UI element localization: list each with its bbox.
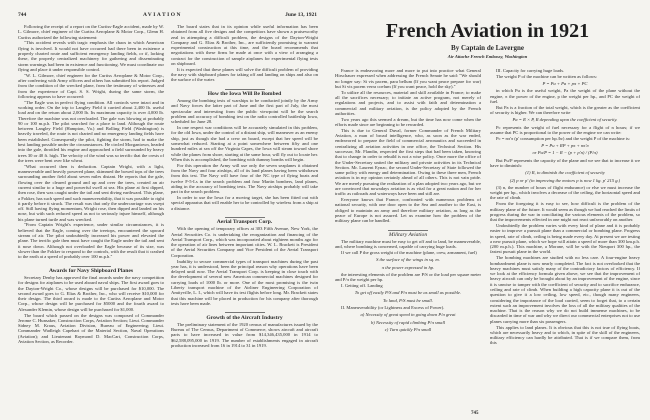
paragraph: π the power expressed in hp. <box>381 264 435 270</box>
left-column-2 <box>171 24 318 414</box>
paragraph: The board which passed on the designs was composed of Commander Jerome C. Hunsaker, Construction Corps, Aviation Section; Lieut. Commander Sidney M. Kraus, Aviation Division, Bureau of Engineering; Lieut. Commander Wadleigh Capehart of the Material Section, Naval Operations (Aviation); and Lieutenant Raymond D. MacCart, Construction Corps, Aviation Section, as Recorder. <box>18 312 164 345</box>
paragraph: I. Getting off. Landing <box>341 283 383 289</box>
page-number: 744 <box>18 12 27 18</box>
paragraph: In one respect war conditions will be accurately simulated in this problem, for the old Iowa, under the control of a distant ship, will maneuver as an enemy ship, just as though she had a crew on board, except that her speed will be somewhat reduced. Starting at a point somewhere between fifty and one hundred miles at sea off the Virginia Capes, the Iowa will steam toward shore while the planes from shore, starting at the same hour, will fly out to locate her. When this is accomplished, the bombing with dummy bombs will begin. <box>171 125 318 162</box>
paragraph: To utilize all the resources, material and skill available in France; to make all the sacrifices necessary; to initiate an active program, not merely of regulations and projects, and to assist with faith and determination a commercial and military aviation, is the policy adopted by the French authorities. <box>335 89 481 116</box>
paragraph: The military machine must be easy to get off and to land, be maneuverable, and, where bombing is concerned, capable of carrying huge loads. <box>335 239 481 250</box>
paragraph: But Pa is a fraction of the total weight, which is the greater as the coefficient of security is higher. We can therefore write <box>490 104 640 116</box>
divider <box>225 217 265 218</box>
section-heading: Military Aviation <box>388 232 428 239</box>
paragraph: III. Capacity for carrying huge loads. <box>496 68 565 73</box>
paragraph: Undoubtedly the problem varies with every kind of plane and it is probably easier to improve a pursuit plane than a commercial or bombing plane. Progress in speed, rate of climb, ceiling is being made every day. At present we are testing a new pursuit plane, which we hope will attain a speed of more than 300 km.p.h. (200 m.p.h.). This machine, a Morane, will be with the Nieuport 300 hp., the fastest pursuit plane in the world. <box>490 222 640 255</box>
paragraph: "What occurred then is deduction. Captain Wright, with a light, maneuverable and heavily powered plane, skimmed the bowed tops of the trees surrounding another field about seven miles distant. He reports that the gale, flowing over the cleared ground and up and over the trees, created an air current similar to a huge and powerful swell at sea. His plane at first dipped, then rose, then was caught under the tail and sent diving earthward. This plane, a Fokker, has such speed and such maneuverability, that it was possible to right it partly before it struck. The result was that only the undercarriage was swept off. Still having flying momentum, Wright rose, then dipped and landed on his nose, but with such reduced speed as not to seriously injure himself, although his plane turned turtle and was wrecked. <box>18 163 164 222</box>
paragraph: To land, P/S must be small. <box>383 297 433 303</box>
section-heading: Aerial Transport Corp. <box>216 219 273 226</box>
paragraph: Inability to secure commercial types of transport machines during the past year has, it is understood, been the principal reason why operations have been delayed until now. The Aerial Transport Corp. is keeping in close touch with the development of several new American commercial machines designed for carrying loads of 1000 lb. or more. One of the most promising is the twin Liberty transport machine of the Airliner Engineering Corporation of Amityville, L. I., which will have its test flights before long. Mr. Brackett states that this machine will be placed in production for his company after thorough tests have been made. <box>171 258 318 306</box>
paragraph: a) Necessity of great speed in going down P/π great <box>360 312 456 318</box>
paragraph: (1) R, to diminish the coefficient of security <box>525 170 605 176</box>
right-page <box>325 0 650 420</box>
right-column-2 <box>490 68 640 408</box>
article-title: French Aviation in 1921 <box>385 20 590 42</box>
author-affiliation: Air Attache French Embassy, Washington <box>447 54 528 59</box>
paragraph: For this operation the Army will use only the seven seaplanes it obtained from the Navy and four airships, all of its land planes having been withdrawn from this test. The Navy will have four of the NC type of flying boats and twelve F-5-Ls in the search problem and four Martin bombers, land planes, aiding in the accuracy of bombing tests. The Navy airships probably will take part in the search problem. <box>171 162 318 195</box>
page-number: 745 <box>471 411 479 416</box>
paragraph: From the foregoing it is easy to see, how difficult is the problem of the military plane of the future. It would seem as though we had reached the limits of progress during the war in conciliating the various elements of the problem, so that the improvements effected in one might not react unfavorably on another. <box>490 201 640 223</box>
paragraph: P = Pu + RP + pπ + nπ'π <box>541 143 589 149</box>
paragraph: The preliminary statement of the 1920 census of manufactures issued by the Bureau of The Census, Department of Commerce, shows aircraft and aircraft parts to have increased in value from $14,346,435,000 in 1914 to $62,588,095,000 in 1919. The number of establishments engaged in aircraft production increased from 16 in 1914 to 31 in 1919. <box>171 321 318 348</box>
divider <box>71 266 111 267</box>
paragraph: in which Pu is the useful weight, Pa the weight of the plane without the engine, π the power of the engine, p the weight per hp., and PC the weight of fuel. <box>490 88 640 104</box>
issue-date: June 13, 1921 <box>285 12 317 18</box>
paragraph: (3) n, the number of hours of flight endurance) or else we must increase the weight per hp., which involves a decrease of the ceiling, the horizontal speed and the rate of climb. <box>490 184 640 201</box>
paragraph: This applies to land planes. It is obvious that this is not true of flying boats, which are necessarily heavy and to which, in spite of the skill of the engineers, military efficiency can hardly be attributed. That is if we compare them, from this <box>490 324 640 346</box>
paragraph: Following the receipt of a report on the Curtiss-Eagle accident, made by W. L. Gilmore, chief engineer of the Curtiss Aeroplane & Motor Corp., Glenn H. Curtiss authorized the following statement: <box>18 24 164 40</box>
paragraph: The weight P of the machine can be written as follows: <box>496 73 598 79</box>
paragraph: (2) p or p' (in improving the motors p is now 1 kg. p' 215 g.) <box>509 177 621 183</box>
paragraph: "From Captain Wright's experience, under similar circumstances, it is believed that the Eagle, coming over the treetops, encountered the upward stream of air. The pilot undoubtedly increased his power and elevated the plane. The terrific gale then must have caught the Eagle under the tail and sent it nose down. Although not overloaded the Eagle because of its size, was slower than the Fokker to respond to the controls, with the result that it crashed to the earth at a speed of probably over 100 m.p.h." <box>18 222 164 260</box>
paragraph: It is expected that these planes will solve the difficult problem of providing the navy with shipboard planes for taking off and landing on ships and also on the surface of the water. <box>171 66 318 83</box>
paragraph: If we call P the gross weight of the machine (plane, crew, armament, fuel) <box>341 250 477 256</box>
paragraph: With the opening of temporary offices at 303 Fifth Avenue, New York, the Aerial Securities Co. is undertaking the reorganization and financing of the Aerial Transport Corp., which was incorporated about eighteen months ago for the operation of air lines between important cities. W. L. Brackett is President of the Aerial Securities Company and Vice President of the Aerial Transport Corporation. <box>171 226 318 258</box>
left-column-1 <box>18 24 164 414</box>
paragraph: This is due to General Duval, former Commander of French Military Aviation, a man of broad intelligence, who, as soon as the war ended, endeavored to prepare the field of commercial aeronautics and succeeded in centralizing all aviation activities in one office, the Technical Section. His successor, Mr. Flandin, respected the first steps that had been taken, knowing that to change in order to rebuild is not a wise policy. Once more the office of the Under-Secretary united the military and private activities in its Technical Section. Mr. Laurent Eynac, the second Under-Secretary of State followed the same policy with energy and determination. Owing to these three men, French aviation is in my opinion certainly ahead of all others. This is not vain pride. We are merely pursuing the realization of a plan adopted two years ago, but we are convinced that nowadays aviation is as vital for a great nation and for her traffic as railroads and waterways have been and still are. <box>335 127 481 197</box>
paragraph: The bombing machines are studied with no less care. A four-engine heavy bombardment plane is now nearly completed. The fact is not overlooked that the heavy machines must satisfy many of the contradictory factors of efficiency. If we look at the efficiency formula given above, we see that the improvement of heavy aircraft can only be brought about by an improvement of the engine, since it is unwise to tamper with the coefficient of security and to sacrifice endurance, ceiling and rate of climb. When building a high capacity plane it is out of the question to give it a low ceiling, low speed, etc., though many engineers, considering the importance of the load carried, seem to forget that, to a certain extent such an improvement involves the loss of all the military qualities of the machine. That is the reason why we do not build immense machines, to be discarded in time of war and why we direct our commercial enterprises not to use planes carrying more than six passengers. <box>490 255 640 324</box>
paragraph: "W. L. Gilmore, chief engineer for the Curtiss Aeroplane & Motor Corp., after conferring with Army officers and others has submitted his report. Judged from the condition of the wrecked plane, from the testimony of witnesses and from the experience of Capt. S. S. Wright, during the same storm, the following appears to have occurred: <box>18 72 164 99</box>
paragraph: Pc = nπ'π (p' consumption per hp./hr) and the weight P of the machine is: <box>496 135 631 141</box>
paragraph: II. Maneuverability (or Lightness and Excess of Power). <box>341 304 445 310</box>
paragraph: b) Necessity of rapid climbing P/π small <box>370 319 445 325</box>
paragraph: "This accident reveals with tragic emphasis the chaos in which American flying is involved. It would not have occurred had there been in existence a properly charted route and sufficient emergency landing fields, or if, lacking these, the properly centralized machinery for gathering and disseminating storm warnings had been in existence and functioning. We must coordinate our flying and place it under responsible control. <box>18 40 164 72</box>
paragraph: or Pu/P = 1 − R − (p + p'n) / (P/π) <box>532 150 598 156</box>
paragraph: Two years ago this seemed a dream, but the time has now come when the efforts made since are beginning to be rewarded. <box>335 116 481 127</box>
paragraph: Secretary Denby has approved the final awards under the navy competition for designs for airplanes to be used aboard naval ships. The first award goes to the Dayton-Wright Co., whose designs will be purchased for $10,000. The second award goes to G. Elias & Brother, Inc., who will receive $10,000 for their design. The third award is made to the Curtiss Aeroplane and Motor Corp., whose design will be purchased for $5000 and the fourth award to Alexander Klemin, whose design will be purchased for $1,000. <box>18 274 164 312</box>
paragraph: The board states that in its opinion while useful information has been obtained from all five designs and the competitors have shown a praiseworthy zeal in attempting a difficult problem, the designs of the Dayton-Wright Company and G. Elias & Brother, Inc., are sufficiently promising to warrant experimental construction at this time, and the board recommends that negotiations with these firms be made at once with a view of arranging a contract for the construction of sample airplanes for experimental flying tests on shipboard. <box>171 24 318 67</box>
paragraph: In order to use the Iowa for a moving target, she has been fitted out with special apparatus that will enable her to be controlled by wireless from a ship at a distance. <box>171 195 318 211</box>
paragraph: c) Turn quickly P/π small <box>384 326 432 332</box>
section-heading: How the Iowa Will Be Bombed <box>207 91 282 98</box>
divider <box>388 230 428 231</box>
article-byline: By Captain de Lavergne <box>451 44 524 52</box>
paragraph: Among the bombing tests of warships to be conducted jointly by the Army and Navy forces the latter part of June and the first part of July, the most spectacular and interesting from the public viewpoint will be the search problem and accuracy of bombing test on the radio controlled battleship Iowa, scheduled for June 28. <box>171 98 318 125</box>
paragraph: France is endeavoring more and more to put into practice what General Hirschauer expressed when addressing the French Senate he said: "We should no longer say: Si vis pacem, para bellum (If you want peace prepare for war) but Si vis pacem verra coelum (If you want peace, hold the sky)." <box>335 68 481 89</box>
paragraph: "The Eagle was in perfect flying condition. All controls were intact and in working order. On the trip to Langley Field it carried about 2,400 lb. useful load and on the return about 2,000 lb. Its maximum capacity is over 4,000 lb. Therefore the machine was not overloaded. The gale was blowing at probably 90 or 100 m.p.h. The pilot searched for a place to land. Although the route between Langley Field (Hampton, Va.) and Bolling Field (Washington) is heavily traveled, the route is not charted and no emergency landing fields have been established. Consequently the pilot, fighting the storm, had to make the best landing possible under the circumstances. He circled Morgantown, headed into the gale, throttled his engine and approached a field surrounded by heavy trees 30 or 40 ft. high. The velocity of the wind was so terrific that the crests of the trees were bent over like wheat. <box>18 99 164 163</box>
paragraph: S the surface of the wings in sq. m. <box>376 257 440 263</box>
section-heading: Growth of the Aircraft Industry <box>206 314 283 321</box>
right-column-1 <box>335 68 481 408</box>
divider <box>225 89 265 90</box>
paragraph: P = Pu + Pa + pπ + PC <box>542 81 588 87</box>
section-heading: Awards for Navy Shipboard Planes <box>48 268 134 275</box>
paragraph: Pc represents the weight of fuel necessary for a flight of n hours; if we assume that PC is proportional to the power of the engine we can write: <box>490 124 640 135</box>
paragraph: To get off easily P/S and P/π must be as small as possible. <box>354 290 462 296</box>
paragraph: the interesting elements of the problem are P/S or the load per square meter and P/π the weight per hp. <box>335 271 481 283</box>
paragraph: Pa = R × P, R depending upon the coefficient of security. <box>512 117 618 123</box>
divider <box>225 312 265 313</box>
paragraph: But Pu/P represents the capacity of the plane and we see that to increase it we have to diminish: <box>490 157 640 168</box>
running-title: AVIATION <box>143 12 182 18</box>
paragraph: Everyone knows that France, confronted with numerous problems of national security, with one door open to the Sea and another to the East, is obliged to maintain an army and therefore military aviation, as long as the peace of Europe is not assured. Let us examine how the problem of the military plane can be handled. <box>335 197 481 224</box>
